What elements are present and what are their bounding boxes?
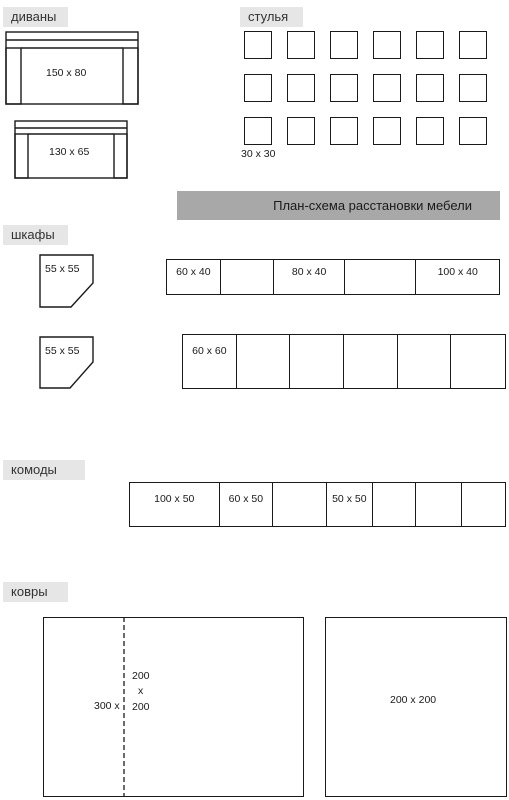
wardrobe-2-cell	[237, 335, 291, 388]
chair-square	[459, 74, 487, 102]
wardrobe-1-cell	[221, 260, 275, 294]
wardrobe-1-cell: 100 x 40	[437, 266, 478, 278]
rug-large-label-mid: x	[138, 685, 144, 697]
section-tag-rugs: ковры	[3, 582, 68, 602]
chair-square	[459, 117, 487, 145]
wardrobe-2-cell	[451, 335, 505, 388]
dresser-cell	[462, 483, 505, 526]
dresser-cell: 60 x 50	[220, 483, 274, 526]
rug-large-label-top: 200	[132, 670, 150, 682]
rug-large	[43, 617, 304, 797]
wardrobe-1-cell: 80 x 40	[274, 260, 345, 294]
dresser-row	[129, 482, 506, 527]
chair-square	[416, 117, 444, 145]
chair-square	[330, 74, 358, 102]
dresser-cell: 50 x 50	[327, 483, 373, 526]
wardrobe-2-cell	[398, 335, 452, 388]
rug-small	[325, 617, 507, 797]
dresser-cell: 100 x 50	[130, 483, 220, 526]
wardrobe-1-cell: 60 x 40	[167, 260, 221, 294]
section-tag-wardrobes: шкафы	[3, 225, 68, 245]
wardrobe-2-cell	[290, 335, 344, 388]
dresser-cell	[273, 483, 327, 526]
wardrobe-2-cell: 60 x 60	[183, 335, 237, 388]
chair-square	[330, 31, 358, 59]
section-tag-chairs: стулья	[240, 7, 303, 27]
chair-square	[373, 74, 401, 102]
chair-square	[459, 31, 487, 59]
chair-square	[244, 31, 272, 59]
title-banner: План-схема расстановки мебели	[177, 191, 500, 220]
dresser-cell	[416, 483, 462, 526]
wardrobe-row-1	[166, 259, 500, 295]
rug-large-label-bottom: 200	[132, 701, 150, 713]
chair-square	[244, 117, 272, 145]
wardrobe-row-2	[182, 334, 506, 389]
chair-square	[287, 117, 315, 145]
chair-square	[330, 117, 358, 145]
wardrobe-1-cell	[345, 260, 417, 294]
corner-wardrobe-2-label: 55 x 55	[45, 345, 80, 357]
chair-square	[373, 117, 401, 145]
rug-small-label: 200 x 200	[390, 694, 437, 706]
chair-square	[416, 74, 444, 102]
chair-square	[416, 31, 444, 59]
chair-square	[244, 74, 272, 102]
chair-square	[373, 31, 401, 59]
chair-square	[287, 31, 315, 59]
section-tag-sofas: диваны	[3, 7, 68, 27]
rug-large-label-left: 300 x	[94, 700, 120, 712]
chair-square	[287, 74, 315, 102]
sofa-large-label: 150 x 80	[46, 67, 87, 79]
section-tag-dressers: комоды	[3, 460, 85, 480]
dresser-cell	[373, 483, 417, 526]
wardrobe-2-cell	[344, 335, 398, 388]
chair-label: 30 x 30	[241, 148, 276, 160]
corner-wardrobe-1-label: 55 x 55	[45, 263, 80, 275]
sofa-small-label: 130 x 65	[49, 146, 90, 158]
